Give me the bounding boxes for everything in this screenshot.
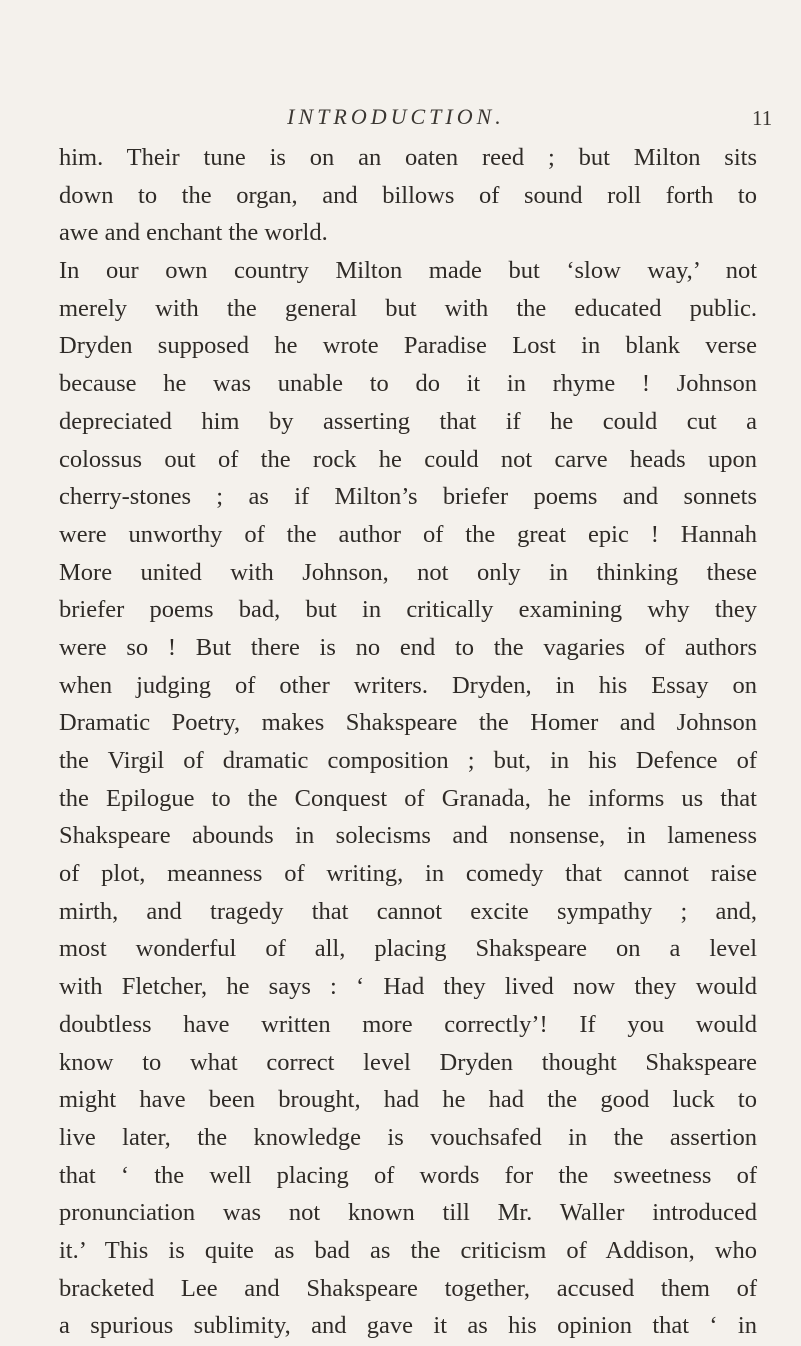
text-line — [59, 893, 757, 931]
text-line — [59, 478, 757, 516]
text-line — [59, 817, 757, 855]
text-line — [59, 139, 757, 177]
text-run: were so ! But there is no end to the vagaries of authors — [59, 633, 757, 661]
text-run: when judging of other writers. Dryden, in his Essay on — [59, 671, 757, 699]
text-run: awe and enchant the world. — [59, 219, 328, 247]
text-line — [59, 968, 757, 1006]
text-line — [59, 591, 757, 629]
text-line — [59, 1006, 757, 1044]
text-run: depreciated him by asserting that if he could cut a — [59, 407, 757, 435]
text-run: were unworthy of the author of the great epic ! Hannah — [59, 520, 757, 548]
text-line — [59, 1044, 757, 1082]
text-run: most wonderful of all, placing Shakspeare on a level — [59, 935, 757, 963]
text-run: because he was unable to do it in rhyme ! Johnson — [59, 370, 757, 398]
text-line — [59, 1119, 757, 1157]
text-run: merely with the general but with the educated public. — [59, 294, 757, 322]
text-line — [59, 780, 757, 818]
text-run: him. — [59, 144, 127, 171]
body-text — [59, 139, 757, 1345]
text-run: In our own country Milton made but ‘slow way,’ not — [59, 257, 757, 285]
text-line — [59, 290, 757, 328]
text-run: Dramatic Poetry, makes Shakspeare the Homer and Johnson — [59, 709, 757, 737]
text-run: of plot, meanness of writing, in comedy that cannot raise — [59, 860, 757, 888]
text-run: pronunciation was not known till Mr. Waller introduced — [59, 1199, 757, 1227]
italic-text-run: Defence of — [635, 747, 757, 774]
italic-text-run: Their — [126, 144, 180, 171]
text-run: More united with Johnson, not only in thinking these — [59, 558, 757, 586]
text-line — [59, 930, 757, 968]
text-line — [59, 629, 757, 667]
text-line — [59, 1194, 757, 1232]
text-line — [59, 704, 757, 742]
text-run: , he informs us that — [524, 784, 757, 812]
text-line — [59, 1232, 757, 1270]
text-line — [59, 365, 757, 403]
text-line — [59, 516, 757, 554]
text-line — [59, 1081, 757, 1119]
text-run: that ‘ the well placing of words for the sweetness of — [59, 1161, 757, 1189]
italic-text-run: why — [647, 596, 690, 624]
italic-text-run: Paradise Lost — [403, 332, 556, 360]
text-line — [59, 1157, 757, 1195]
running-title: INTRODUCTION. — [287, 104, 505, 129]
text-run: briefer poems bad, but in critically examining — [59, 596, 648, 624]
text-line — [59, 742, 757, 780]
text-line — [59, 403, 757, 441]
text-line — [59, 667, 757, 705]
text-run: down to the organ, and billows of sound roll forth to — [59, 181, 757, 209]
text-run: they — [689, 596, 757, 624]
text-line — [59, 252, 757, 290]
text-line — [59, 441, 757, 479]
text-run: mirth, and tragedy that cannot excite sympathy ; and, — [59, 897, 757, 925]
text-run: Dryden supposed he wrote — [59, 332, 404, 360]
text-run: with Fletcher, he says : ‘ Had they lived now they would — [59, 973, 757, 1001]
text-run: the Virgil of dramatic composition ; but, in his — [59, 747, 636, 774]
text-run: colossus out of the rock he could not carve heads upon — [59, 445, 757, 473]
text-line — [59, 327, 757, 365]
text-line — [59, 214, 757, 252]
text-run: cherry-stones ; as if Milton’s briefer poems and sonnets — [59, 483, 757, 511]
text-run: it.’ This is quite as bad as the criticism of Addison, who — [59, 1236, 757, 1264]
italic-text-run: the Epilogue to the Conquest of Granada — [59, 784, 525, 812]
text-line — [59, 1270, 757, 1308]
text-run: know to what correct level Dryden thought Shakspeare — [59, 1048, 757, 1076]
text-run: doubtless have written more correctly’! If you would — [59, 1010, 757, 1038]
text-run: bracketed Lee and Shakspeare together, accused them of — [59, 1274, 757, 1302]
page-number: 11 — [752, 106, 773, 130]
text-run: live later, the knowledge is vouchsafed in the assertion — [59, 1123, 757, 1151]
text-run: a spurious sublimity, and gave it as his opinion that ‘ in — [59, 1312, 757, 1340]
text-line — [59, 855, 757, 893]
text-line — [59, 1307, 757, 1345]
text-run: in blank verse — [555, 332, 757, 360]
text-run: Shakspeare abounds in solecisms and nonsense, in lameness — [59, 822, 757, 850]
running-head — [0, 104, 801, 140]
text-line — [59, 177, 757, 215]
text-run: might have been brought, had he had the good luck to — [59, 1086, 757, 1114]
text-line — [59, 554, 757, 592]
text-run: tune is on an oaten reed ; but Milton sits — [179, 144, 757, 171]
